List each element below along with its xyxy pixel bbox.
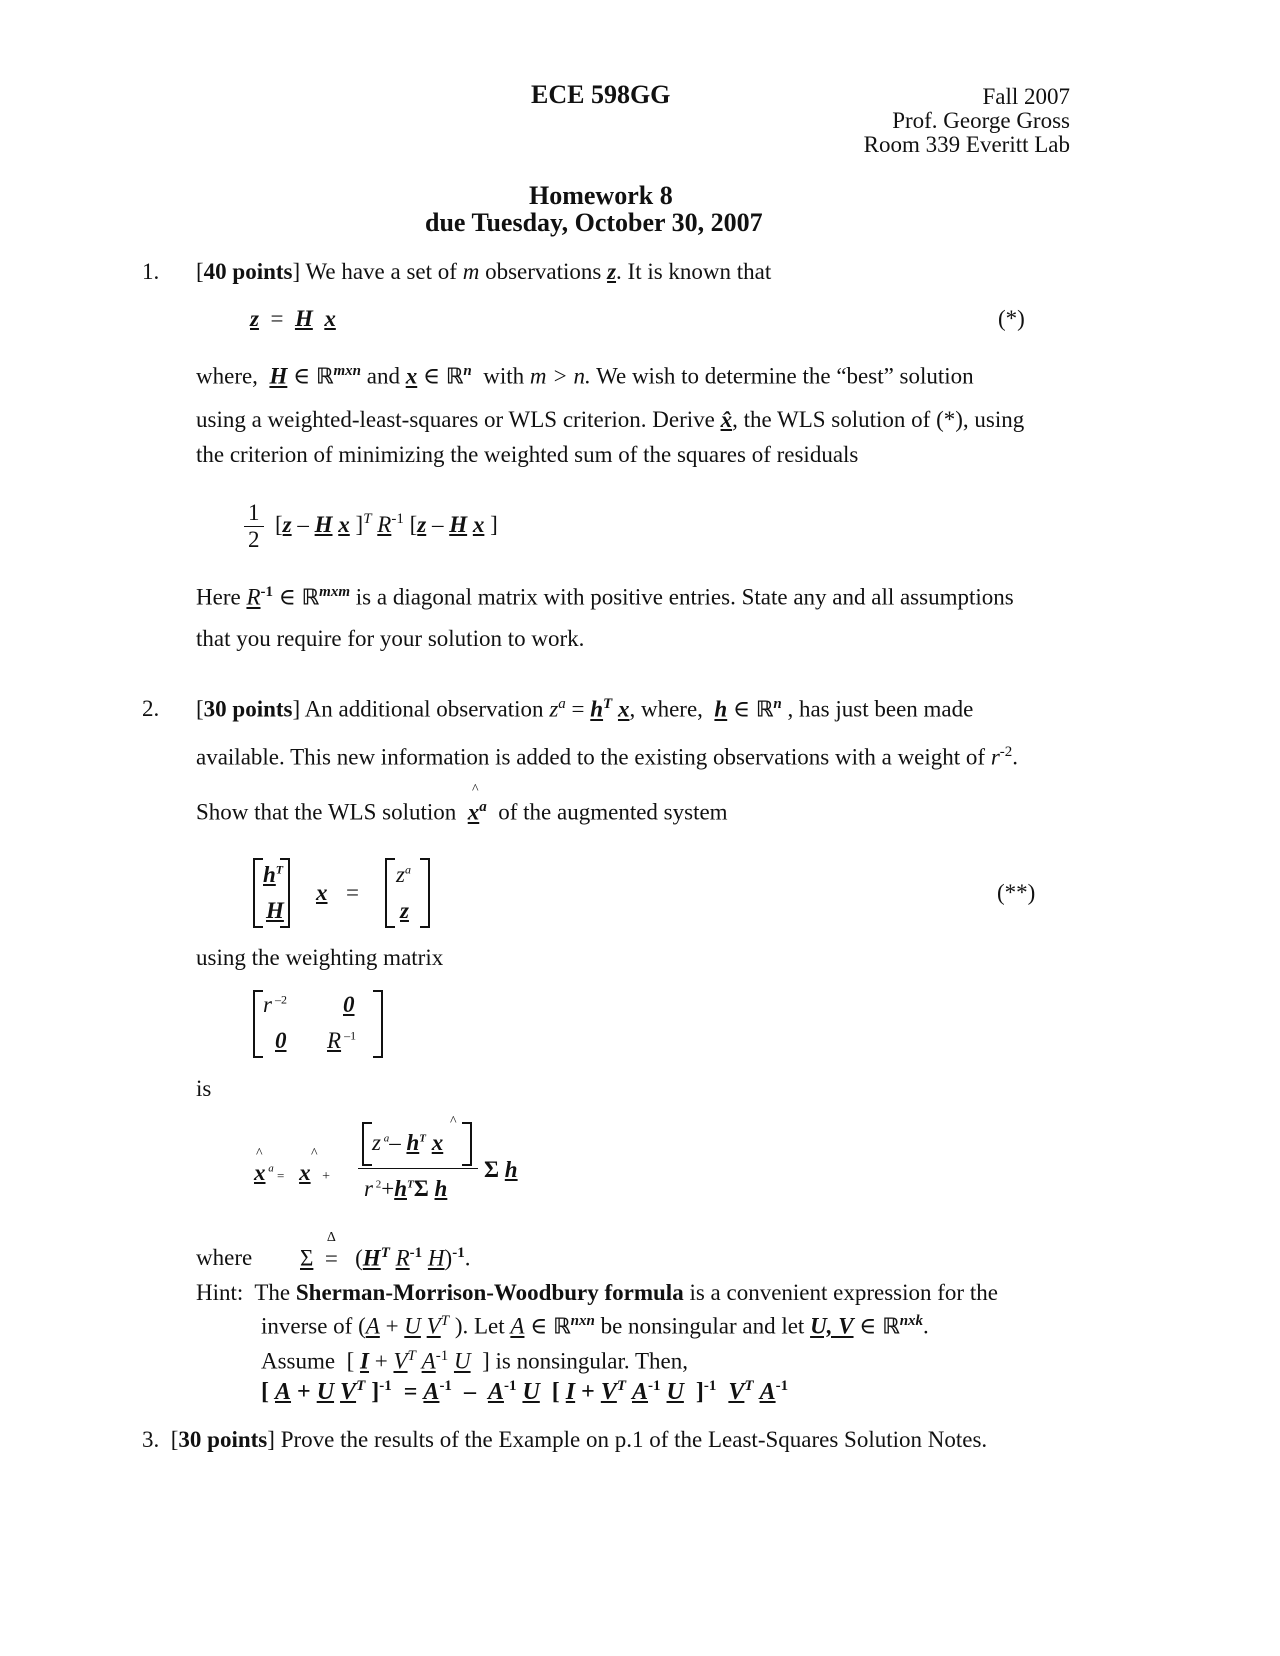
- wm-bracket-l: [253, 990, 263, 1058]
- p1-m: m: [462, 259, 480, 284]
- aug-z: z: [400, 898, 409, 923]
- aug-right-bracket-l: [385, 858, 395, 928]
- formula-hat-2: ^: [311, 1146, 318, 1161]
- problem-1-number: 1.: [142, 259, 160, 284]
- due-date: due Tuesday, October 30, 2007: [425, 208, 763, 237]
- sigma-definition: Σ Δ = ($H^T$ $R^{-1}$ H)$^{-1}$.: [300, 1229, 471, 1271]
- p1-where: where,: [196, 363, 258, 389]
- hint-rest: is a convenient expression for the: [689, 1280, 998, 1305]
- p1-here: Here: [196, 584, 241, 610]
- wm-r: r $^{-2}$: [263, 992, 287, 1017]
- p1-known: . It is known that: [616, 259, 772, 284]
- problem-1-line6: that you require for your solution to work.: [196, 626, 585, 651]
- p2-augmented: of the augmented system: [498, 799, 728, 825]
- problem-1-line1: [40 points] We have a set of m observations z. It is known that: [196, 259, 772, 284]
- hint-the: The: [254, 1280, 291, 1305]
- p2-line2: available. This new information is added to the existing observations with a weight of: [196, 744, 986, 770]
- p1-and: and: [366, 363, 400, 389]
- hint-nonsing: be nonsingular and let: [600, 1313, 805, 1339]
- p2-intro: An additional observation: [304, 696, 544, 722]
- aug-left-bracket-l: [253, 858, 263, 928]
- formula-hat-3: ^: [450, 1114, 457, 1129]
- hint-label: Hint:: [196, 1280, 244, 1305]
- homework-title: Homework 8: [529, 181, 673, 210]
- instructor: Prof. George Gross: [892, 108, 1070, 133]
- problem-3-points: 30 points: [178, 1427, 268, 1452]
- formula-hat-1: ^: [256, 1146, 263, 1161]
- wm-bracket-r: [373, 990, 383, 1058]
- aug-x: x: [316, 880, 328, 905]
- p1-diag: is a diagonal matrix with positive entries. State any and all assumptions: [355, 584, 1014, 610]
- problem-1-line5: Here $R^{-1}$ ∈ ℝ$^{mxm}$ is a diagonal matrix with positive entries. State any and all assumptions: [196, 584, 1014, 611]
- smw-formula: [ A + U $V^T$ ]$^{-1} = A^{-1} - A^{-1}$ U [ $I + V^T$ $A^{-1}$ U ]$^{-1}$ $V^T$ $A^{-1}$: [261, 1378, 789, 1405]
- p2-made: , has just been made: [787, 696, 974, 722]
- hint-assume: Assume: [261, 1348, 336, 1374]
- p1-cond: m > n.: [529, 363, 591, 389]
- problem-1-line4: the criterion of minimizing the weighted sum of the squares of residuals: [196, 442, 859, 467]
- p1-line2b: , the WLS solution of (*), using: [732, 407, 1025, 432]
- wm-zero-2: 0: [275, 1028, 287, 1053]
- formula-fraction-bar: [358, 1168, 478, 1169]
- formula-numerator: z $^a$– $h^T$ x: [372, 1130, 444, 1155]
- hint-line3: Assume [ $I + V^T$ $A^{-1}$ U ] is nonsingular. Then,: [261, 1348, 688, 1374]
- wm-zero-1: 0: [343, 992, 355, 1017]
- hint-is-nonsing: ] is nonsingular. Then,: [482, 1348, 688, 1374]
- p1-wish: We wish to determine the “best” solution: [596, 363, 974, 389]
- problem-2-is: is: [196, 1076, 212, 1101]
- problem-2-line3: Show that the WLS solution $x^a$ of the augmented system: [196, 799, 728, 825]
- formula-num-bracket-l: [362, 1122, 372, 1166]
- problem-3-number: 3.: [142, 1427, 160, 1452]
- equation-dstar-label: (**): [997, 880, 1036, 905]
- problem-2-number: 2.: [142, 696, 160, 721]
- hint-line1: [196, 1280, 998, 1306]
- wm-Rinv: R $^{-1}$: [327, 1028, 357, 1053]
- xa-hat: ^: [472, 782, 479, 797]
- sigma-where: where: [196, 1245, 253, 1270]
- formula-denominator: r $^2+h^T\Sigma$ h: [364, 1176, 448, 1201]
- residual-objective: $\frac{1}{2}$ [z – H x ]$^T$ $R^{-1}$ [z – H x ]: [244, 500, 498, 553]
- problem-2-line2: available. This new information is added to the existing observations with a weight of $r^{-2}$.: [196, 744, 1019, 770]
- p1-observations: observations: [485, 259, 602, 284]
- formula-xa: x $^a$ = x +: [254, 1160, 330, 1185]
- hint-smw: Sherman-Morrison-Woodbury formula: [295, 1280, 684, 1305]
- half-denominator: 2: [248, 527, 260, 552]
- problem-2-line4: using the weighting matrix: [196, 945, 444, 970]
- hint-inverse-of: inverse of (: [261, 1313, 366, 1339]
- hint-let: ). Let: [454, 1313, 505, 1339]
- problem-1-points: 40 points: [203, 259, 293, 284]
- problem-1-line3: using a weighted-least-squares or WLS criterion. Derive x̂, the WLS solution of (*), using: [196, 407, 1025, 432]
- problem-1-line2: where, H ∈ ℝ$^{mxn}$ and x ∈ ℝ$^n$ with m > n. We wish to determine the “best” solution: [196, 363, 974, 390]
- room: Room 339 Everitt Lab: [863, 132, 1070, 157]
- problem-2-line1: [30 points] An additional observation $z^a = h^T$ x, where, h ∈ ℝ$^n$ , has just been made: [196, 696, 974, 723]
- p1-intro: We have a set of: [305, 259, 457, 284]
- hint-line2: inverse of (A + U $V^T$ ). Let A ∈ ℝ$^{nxn}$ be nonsingular and let U, V ∈ ℝ$^{nxk}$.: [261, 1313, 929, 1340]
- aug-hT: $h^T$: [263, 862, 284, 887]
- p1-with: with: [483, 363, 525, 389]
- course-title: ECE 598GG: [531, 80, 671, 109]
- problem-3-text: Prove the results of the Example on p.1 of the Least-Squares Solution Notes.: [280, 1427, 988, 1452]
- p2-show: Show that the WLS solution: [196, 799, 457, 825]
- p1-line2a: using a weighted-least-squares or WLS criterion. Derive: [196, 407, 715, 432]
- aug-right-bracket-r: [420, 858, 430, 928]
- equation-star-label: (*): [998, 306, 1025, 331]
- half-numerator: 1: [244, 500, 264, 527]
- problem-3-line: 3. [30 points] Prove the results of the Example on p.1 of the Least-Squares Solution Notes.: [142, 1427, 988, 1452]
- aug-H: H: [266, 898, 284, 923]
- formula-num-bracket-r: [462, 1122, 472, 1166]
- formula-sigma-h: Σ h: [484, 1157, 518, 1182]
- equation-star: z = H x: [250, 306, 336, 331]
- aug-equals: =: [346, 880, 359, 905]
- aug-za: $z^a$: [396, 862, 411, 887]
- problem-2-points: 30 points: [203, 696, 293, 722]
- term: Fall 2007: [982, 84, 1070, 109]
- p2-where: , where,: [629, 696, 703, 722]
